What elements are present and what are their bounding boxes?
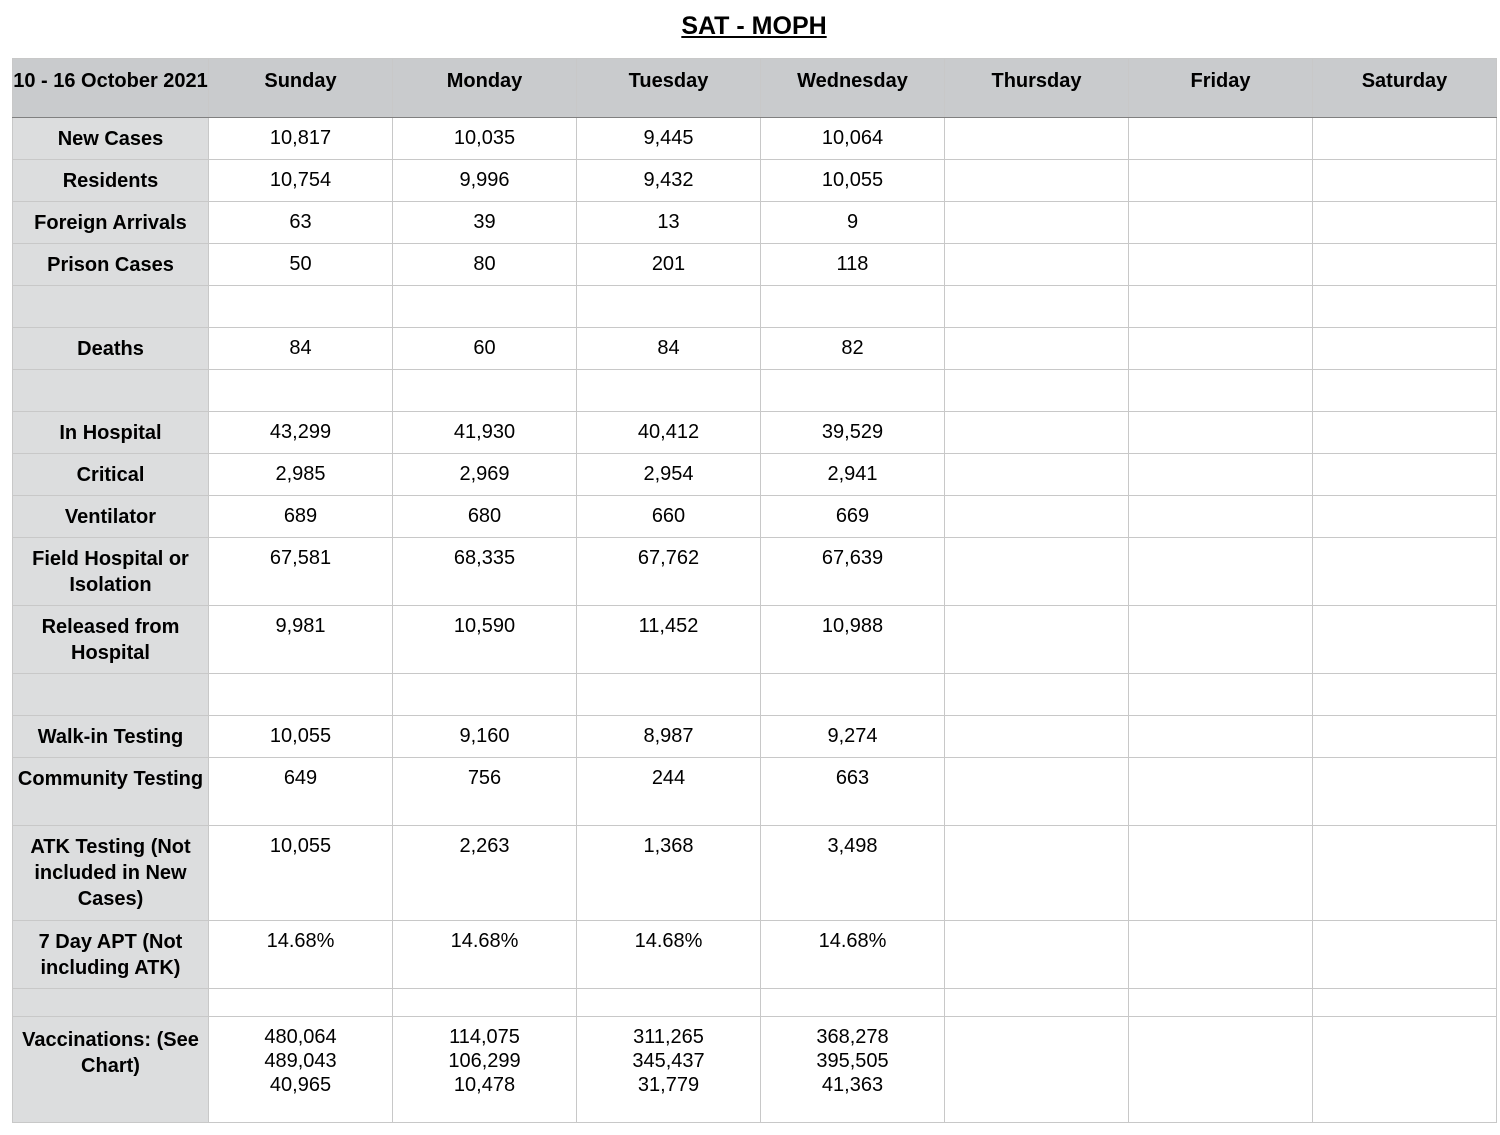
data-cell: 2,941 xyxy=(761,454,945,496)
vaccination-cell xyxy=(945,1017,1129,1123)
data-cell: 67,639 xyxy=(761,538,945,606)
data-cell xyxy=(945,118,1129,160)
data-cell: 10,055 xyxy=(209,716,393,758)
data-row xyxy=(13,538,1497,606)
data-cell xyxy=(1313,989,1497,1017)
data-cell xyxy=(1313,328,1497,370)
data-cell: 660 xyxy=(577,496,761,538)
data-cell xyxy=(761,286,945,328)
data-cell xyxy=(577,989,761,1017)
data-cell xyxy=(1313,716,1497,758)
vaccination-cell xyxy=(209,1017,393,1123)
data-cell xyxy=(1313,454,1497,496)
row-label: Deaths xyxy=(13,328,209,370)
date-range-header: 10 - 16 October 2021 xyxy=(13,59,209,118)
row-label xyxy=(13,370,209,412)
data-cell xyxy=(1313,606,1497,674)
data-cell xyxy=(761,989,945,1017)
row-label: New Cases xyxy=(13,118,209,160)
page-title: SAT - MOPH xyxy=(681,12,827,40)
data-cell: 14.68% xyxy=(577,921,761,989)
data-cell: 9,160 xyxy=(393,716,577,758)
data-cell xyxy=(1313,826,1497,921)
data-row xyxy=(13,496,1497,538)
day-header-tuesday: Tuesday xyxy=(577,59,761,118)
row-label xyxy=(13,989,209,1017)
vaccination-cell xyxy=(1313,1017,1497,1123)
data-row xyxy=(13,412,1497,454)
data-cell: 2,263 xyxy=(393,826,577,921)
data-cell: 9,274 xyxy=(761,716,945,758)
row-label: Prison Cases xyxy=(13,244,209,286)
data-cell xyxy=(945,921,1129,989)
data-cell: 8,987 xyxy=(577,716,761,758)
day-header-friday: Friday xyxy=(1129,59,1313,118)
data-cell xyxy=(761,370,945,412)
data-cell: 201 xyxy=(577,244,761,286)
data-cell xyxy=(1129,606,1313,674)
data-cell xyxy=(945,826,1129,921)
data-cell xyxy=(577,286,761,328)
vaccination-cell xyxy=(761,1017,945,1123)
data-cell xyxy=(945,674,1129,716)
data-cell: 2,969 xyxy=(393,454,577,496)
data-row xyxy=(13,674,1497,716)
data-row xyxy=(13,202,1497,244)
data-cell xyxy=(1129,412,1313,454)
row-label: Ventilator xyxy=(13,496,209,538)
day-header-saturday: Saturday xyxy=(1313,59,1497,118)
data-row xyxy=(13,370,1497,412)
data-cell xyxy=(1129,370,1313,412)
vaccination-value: 114,075 xyxy=(449,1026,520,1048)
data-row xyxy=(13,118,1497,160)
data-cell xyxy=(945,496,1129,538)
data-cell xyxy=(1313,758,1497,826)
data-cell: 9,432 xyxy=(577,160,761,202)
row-label: Community Testing xyxy=(13,758,209,826)
vaccination-value: 345,437 xyxy=(632,1050,705,1072)
vaccination-value: 489,043 xyxy=(264,1050,337,1072)
data-cell xyxy=(945,989,1129,1017)
data-cell: 40,412 xyxy=(577,412,761,454)
moph-stats-table xyxy=(12,58,1497,1123)
data-cell: 84 xyxy=(577,328,761,370)
data-cell xyxy=(1129,826,1313,921)
data-row xyxy=(13,244,1497,286)
data-cell: 39 xyxy=(393,202,577,244)
data-cell: 9,981 xyxy=(209,606,393,674)
vaccination-value: 311,265 xyxy=(633,1026,704,1048)
data-cell xyxy=(1129,454,1313,496)
vaccinations-row xyxy=(13,1017,1497,1123)
data-cell: 10,817 xyxy=(209,118,393,160)
vaccination-value: 480,064 xyxy=(264,1026,337,1048)
data-row xyxy=(13,606,1497,674)
data-cell xyxy=(1313,370,1497,412)
data-cell xyxy=(945,244,1129,286)
vaccination-value: 368,278 xyxy=(816,1026,889,1048)
data-cell xyxy=(1129,244,1313,286)
day-header-wednesday: Wednesday xyxy=(761,59,945,118)
data-cell: 649 xyxy=(209,758,393,826)
data-cell xyxy=(945,454,1129,496)
data-cell xyxy=(209,674,393,716)
data-row xyxy=(13,826,1497,921)
data-cell: 244 xyxy=(577,758,761,826)
data-cell xyxy=(209,286,393,328)
data-cell xyxy=(1129,118,1313,160)
data-cell: 10,055 xyxy=(209,826,393,921)
data-cell xyxy=(1313,538,1497,606)
data-cell: 41,930 xyxy=(393,412,577,454)
data-cell xyxy=(945,328,1129,370)
data-cell xyxy=(1129,202,1313,244)
day-header-sunday: Sunday xyxy=(209,59,393,118)
data-cell: 9,996 xyxy=(393,160,577,202)
data-cell: 9 xyxy=(761,202,945,244)
vaccination-cell xyxy=(1129,1017,1313,1123)
data-cell: 9,445 xyxy=(577,118,761,160)
data-cell: 689 xyxy=(209,496,393,538)
data-cell: 10,988 xyxy=(761,606,945,674)
data-cell xyxy=(393,286,577,328)
data-cell: 1,368 xyxy=(577,826,761,921)
data-row xyxy=(13,758,1497,826)
row-label: Walk-in Testing xyxy=(13,716,209,758)
data-cell xyxy=(1313,202,1497,244)
vaccination-value: 395,505 xyxy=(816,1050,889,1072)
data-cell xyxy=(945,606,1129,674)
data-cell xyxy=(1313,118,1497,160)
data-cell xyxy=(1313,674,1497,716)
data-cell xyxy=(1129,328,1313,370)
data-cell: 118 xyxy=(761,244,945,286)
data-cell: 67,762 xyxy=(577,538,761,606)
header-row xyxy=(13,59,1497,118)
data-cell xyxy=(1129,758,1313,826)
data-cell: 11,452 xyxy=(577,606,761,674)
data-cell: 756 xyxy=(393,758,577,826)
data-row xyxy=(13,160,1497,202)
day-header-monday: Monday xyxy=(393,59,577,118)
row-label: In Hospital xyxy=(13,412,209,454)
day-header-thursday: Thursday xyxy=(945,59,1129,118)
data-cell: 14.68% xyxy=(209,921,393,989)
data-cell xyxy=(1313,160,1497,202)
row-label: Foreign Arrivals xyxy=(13,202,209,244)
data-cell: 3,498 xyxy=(761,826,945,921)
data-cell: 43,299 xyxy=(209,412,393,454)
data-cell xyxy=(209,370,393,412)
data-cell xyxy=(945,202,1129,244)
vaccination-value: 10,478 xyxy=(453,1074,516,1096)
data-row xyxy=(13,921,1497,989)
data-cell: 10,064 xyxy=(761,118,945,160)
data-cell: 50 xyxy=(209,244,393,286)
vaccination-value: 106,299 xyxy=(448,1050,521,1072)
data-cell: 13 xyxy=(577,202,761,244)
data-cell xyxy=(1313,921,1497,989)
data-cell xyxy=(761,674,945,716)
vaccination-value: 40,965 xyxy=(269,1074,332,1096)
row-label xyxy=(13,674,209,716)
row-label: Field Hospital or Isolation xyxy=(13,538,209,606)
data-cell xyxy=(209,989,393,1017)
data-cell xyxy=(1129,496,1313,538)
row-label: Released from Hospital xyxy=(13,606,209,674)
data-cell: 63 xyxy=(209,202,393,244)
data-cell xyxy=(393,370,577,412)
data-cell: 80 xyxy=(393,244,577,286)
data-cell: 10,754 xyxy=(209,160,393,202)
data-cell: 14.68% xyxy=(393,921,577,989)
vaccination-cell xyxy=(577,1017,761,1123)
row-label xyxy=(13,286,209,328)
data-row xyxy=(13,989,1497,1017)
row-label: ATK Testing (Not included in New Cases) xyxy=(13,826,209,921)
data-cell xyxy=(1313,286,1497,328)
data-cell xyxy=(1129,538,1313,606)
data-cell xyxy=(945,538,1129,606)
data-cell: 663 xyxy=(761,758,945,826)
data-cell: 67,581 xyxy=(209,538,393,606)
vaccination-value: 41,363 xyxy=(821,1074,884,1096)
data-cell: 669 xyxy=(761,496,945,538)
data-cell: 10,055 xyxy=(761,160,945,202)
data-cell: 2,985 xyxy=(209,454,393,496)
data-row xyxy=(13,328,1497,370)
data-cell xyxy=(945,286,1129,328)
data-cell: 68,335 xyxy=(393,538,577,606)
vaccination-value: 31,779 xyxy=(637,1074,700,1096)
data-cell: 10,590 xyxy=(393,606,577,674)
data-cell xyxy=(1129,716,1313,758)
data-cell xyxy=(393,674,577,716)
data-cell xyxy=(945,758,1129,826)
data-cell: 39,529 xyxy=(761,412,945,454)
data-cell xyxy=(1129,921,1313,989)
data-cell xyxy=(577,674,761,716)
data-cell xyxy=(945,370,1129,412)
data-cell xyxy=(1313,244,1497,286)
data-cell xyxy=(1129,674,1313,716)
data-cell xyxy=(1313,496,1497,538)
data-cell xyxy=(1129,160,1313,202)
data-cell: 14.68% xyxy=(761,921,945,989)
data-cell xyxy=(945,716,1129,758)
row-label: Residents xyxy=(13,160,209,202)
row-label: Critical xyxy=(13,454,209,496)
data-cell xyxy=(577,370,761,412)
data-cell: 60 xyxy=(393,328,577,370)
data-cell xyxy=(1129,286,1313,328)
data-cell xyxy=(393,989,577,1017)
data-cell: 10,035 xyxy=(393,118,577,160)
row-label: 7 Day APT (Not including ATK) xyxy=(13,921,209,989)
data-cell: 84 xyxy=(209,328,393,370)
data-row xyxy=(13,286,1497,328)
data-cell: 2,954 xyxy=(577,454,761,496)
data-cell xyxy=(1313,412,1497,454)
vaccination-cell xyxy=(393,1017,577,1123)
data-cell: 82 xyxy=(761,328,945,370)
data-cell xyxy=(945,412,1129,454)
data-cell xyxy=(945,160,1129,202)
data-row xyxy=(13,454,1497,496)
data-cell: 680 xyxy=(393,496,577,538)
data-row xyxy=(13,716,1497,758)
row-label: Vaccinations: (See Chart) xyxy=(13,1017,209,1123)
data-cell xyxy=(1129,989,1313,1017)
